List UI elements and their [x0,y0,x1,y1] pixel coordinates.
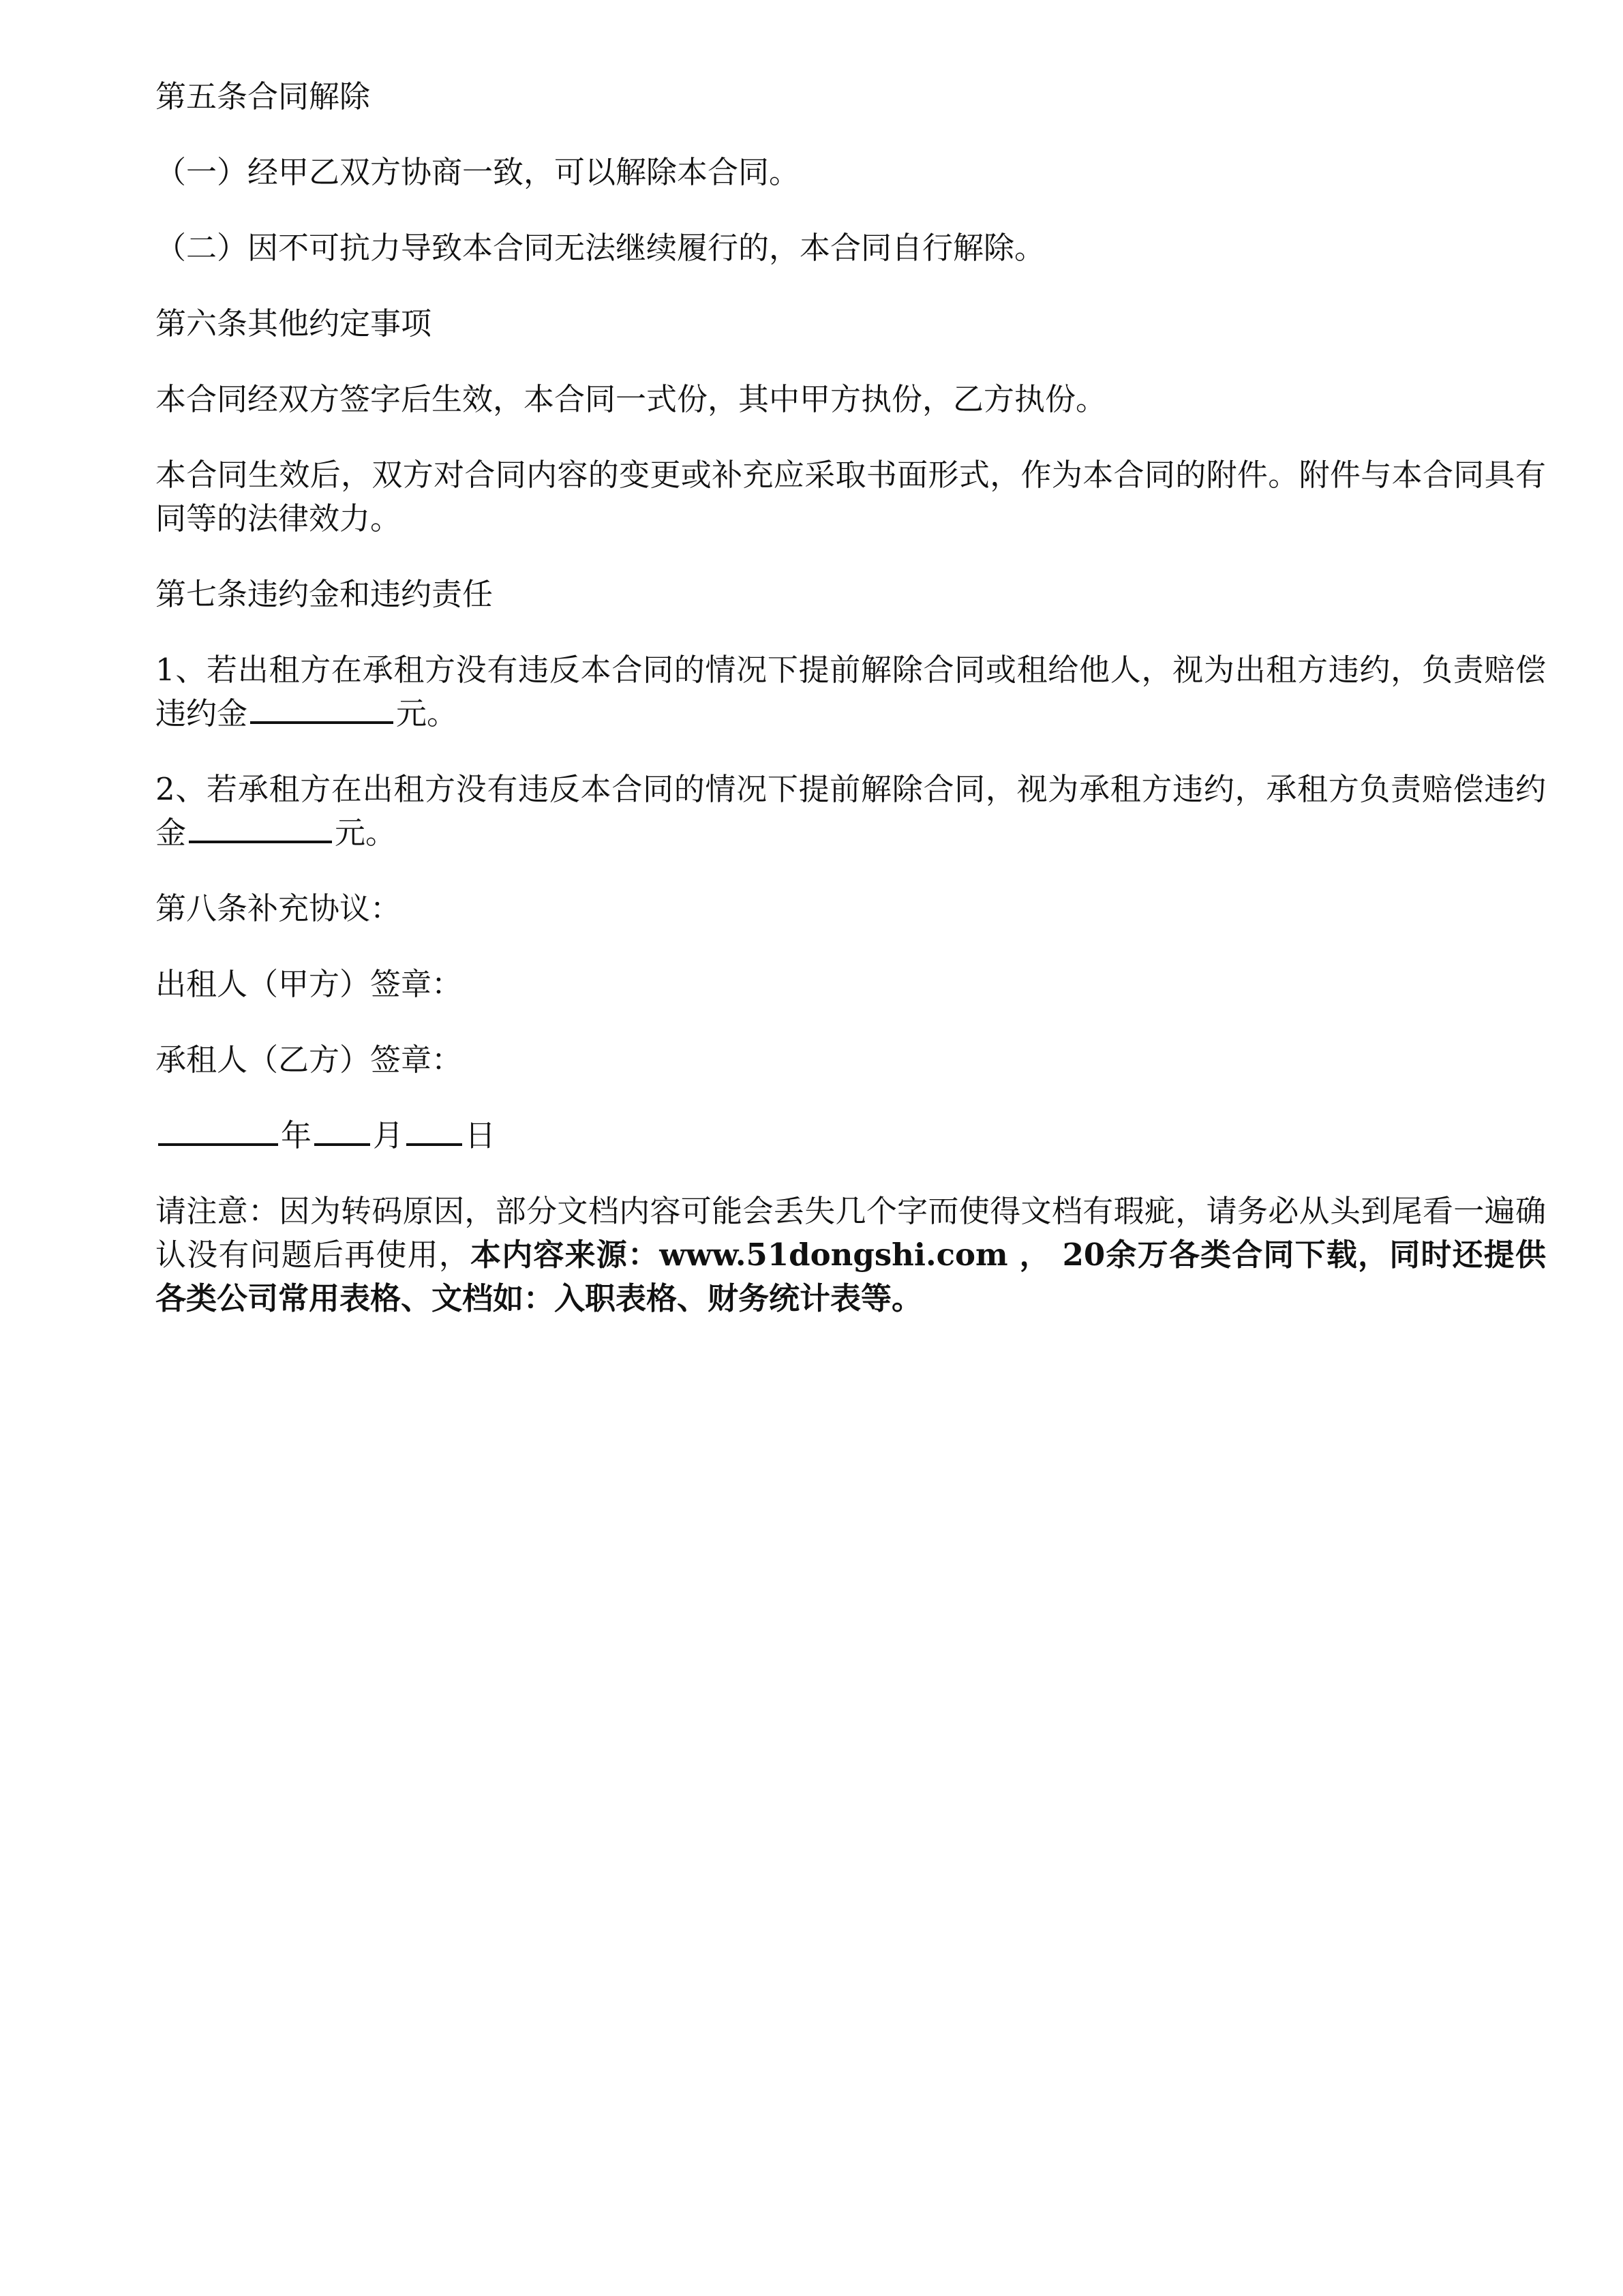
year-blank [158,1115,278,1146]
article5-item1: （一）经甲乙双方协商一致，可以解除本合同。 [155,154,800,190]
article7-clause1 [155,648,1546,736]
article6-para2: 本合同生效后，双方对合同内容的变更或补充应采取书面形式，作为本合同的附件。附件与本合同具有同等的法律效力。 [155,457,1546,537]
article7-clause2-text: 2、若承租方在出租方没有违反本合同的情况下提前解除合同，视为承租方违约，承租方负责赔偿违约金 [155,771,1546,851]
notice-paragraph [155,1190,1546,1320]
notice-bold-text: 本内容来源：www.51dongshi.com ， 20余万各类合同下载，同时还提供各类公司常用表格、文档如：入职表格、财务统计表等。 [155,1237,1546,1316]
day-label: 日 [465,1117,496,1153]
notice-normal-text: 请注意：因为转码原因，部分文档内容可能会丢失几个字而使得文档有瑕疵，请务必从头到尾看一遍确认没有问题后再使用， [155,1193,1546,1273]
date-line [155,1114,1546,1158]
document-page [155,75,1546,1353]
penalty-amount-blank-2 [189,812,332,843]
article6-title: 第六条其他约定事项 [155,305,432,342]
year-label: 年 [281,1117,312,1153]
article8-title: 第八条补充协议： [155,890,401,926]
article7-clause2-unit: 元。 [335,815,397,851]
article7-clause2 [155,768,1546,855]
article5-title: 第五条合同解除 [155,78,371,115]
day-blank [406,1115,462,1146]
month-blank [314,1115,370,1146]
article7-clause1-text: 1、若出租方在承租方没有违反本合同的情况下提前解除合同或租给他人，视为出租方违约，负责赔偿违约金 [155,652,1546,731]
article7-title: 第七条违约金和违约责任 [155,576,494,612]
article6-para1: 本合同经双方签字后生效，本合同一式份，其中甲方执份，乙方执份。 [155,381,1107,417]
article5-item2: （二）因不可抗力导致本合同无法继续履行的，本合同自行解除。 [155,230,1046,266]
penalty-amount-blank-1 [250,693,393,724]
article7-clause1-unit: 元。 [396,695,458,731]
lessee-signature-line: 承租人（乙方）签章： [155,1042,463,1078]
month-label: 月 [373,1117,404,1153]
lessor-signature-line: 出租人（甲方）签章： [155,966,463,1002]
